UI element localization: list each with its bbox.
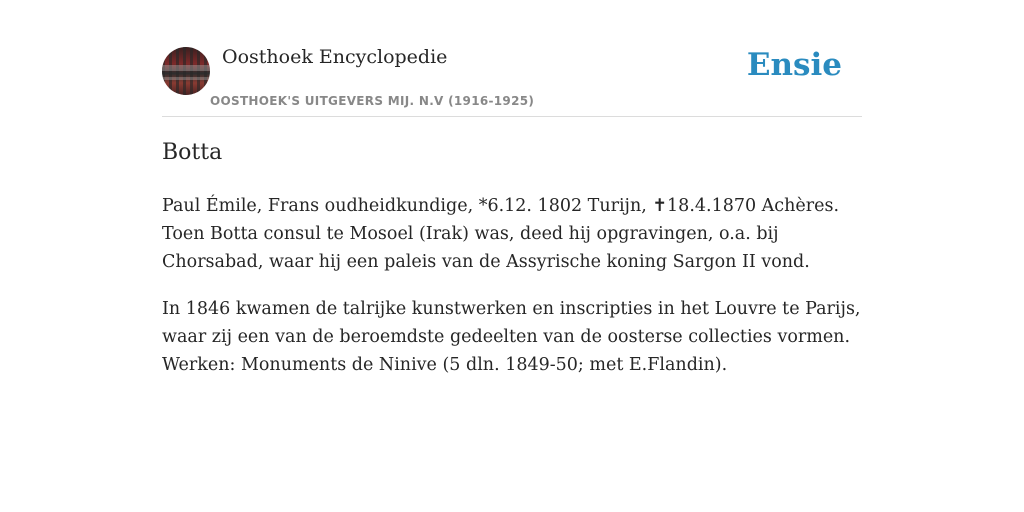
entry-paragraph: In 1846 kwamen de talrijke kunstwerken en inscripties in het Louvre te Parijs, waar zij een van de beroemdste gedeelten van de oosterse collecties vormen. Werken: Monuments de Ninive (5 dln. 1849-50; met E.Flandin). <box>162 299 861 375</box>
book-spines-icon <box>162 47 210 95</box>
site-header <box>162 0 862 117</box>
ensie-logo-link[interactable]: Ensie <box>746 47 842 83</box>
entry-article <box>162 192 864 398</box>
encyclopedia-title-link[interactable]: Oosthoek Encyclopedie <box>222 46 448 68</box>
entry-paragraph: Paul Émile, Frans oudheidkundige, *6.12. 1802 Turijn, ✝18.4.1870 Achères. Toen Botta consul te Mosoel (Irak) was, deed hij opgravingen, o.a. bij Chorsabad, waar hij een paleis van de Assyrische koning Sargon II vond. <box>162 196 840 272</box>
publisher-subtitle: OOSTHOEK'S UITGEVERS MIJ. N.V (1916-1925) <box>210 94 535 108</box>
avatar-band-secondary <box>162 77 210 80</box>
avatar-band <box>162 65 210 71</box>
encyclopedia-avatar[interactable] <box>162 47 210 95</box>
entry-title: Botta <box>162 140 223 165</box>
page-container <box>162 0 862 375</box>
